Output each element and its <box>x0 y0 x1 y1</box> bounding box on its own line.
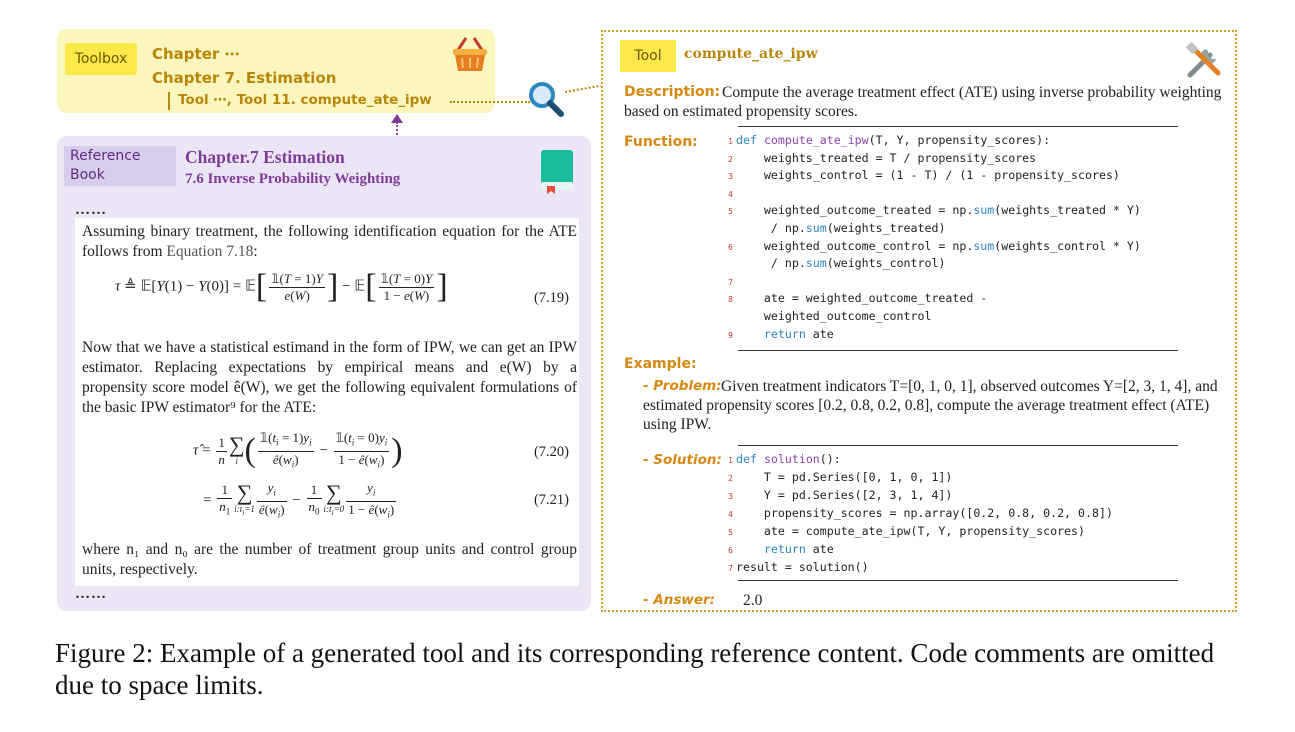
reference-paragraph-1: Assuming binary treatment, the following identification equation for the ATE follows from Equation 7.18: <box>82 223 577 260</box>
reference-ellipsis-bottom: …… <box>75 586 107 602</box>
basket-icon <box>450 34 490 74</box>
reference-paragraph-2: Now that we have a statistical estimand in the form of IPW, we can get an IPW estimator. Replacing expectations by empirical means and e(W) by a propensity score model ê(W), we get the following equivalent formulations of the basic IPW estimator⁹ for the ATE: <box>82 339 577 416</box>
problem-label: - Problem: <box>643 378 722 394</box>
magnifier-icon <box>527 80 565 118</box>
example-label: Example: <box>624 356 697 372</box>
toolbox-chapter-ellipsis: Chapter ⋯ <box>152 45 240 63</box>
answer-label: - Answer: <box>643 592 716 608</box>
reference-book-panel <box>57 136 591 611</box>
function-code: 1 def compute_ate_ipw(T, Y, propensity_scores): 2 weights_treated = T / propensity_scores 3 weights_control = (1 - T) / (1 - propensity_scores) 4 5 weighted_outcome_treated = np.sum(weights_treated * Y) / np.sum(weights_treated) 6 weighted_outcome_control = np.sum(weights_control * Y) / np.sum(weights_control) 7 8 ate = weighted_outcome_treated - weighted_outcome_control 9 return ate <box>728 133 1141 341</box>
answer-value: 2.0 <box>743 592 763 609</box>
arrow-up-icon <box>391 114 403 123</box>
solution-rule-top <box>738 445 1178 446</box>
tools-icon <box>1184 41 1224 81</box>
toolbox-panel <box>57 29 495 113</box>
reference-chapter-title: Chapter.7 Estimation <box>185 147 345 167</box>
reference-paragraph-3: where n₁ and n₀ are the number of treatment group units and control group units, respectively. <box>82 541 577 578</box>
description-text: Compute the average treatment effect (ATE) using inverse probability weighting based on estimated propensity scores. <box>624 84 1222 120</box>
figure-caption: Figure 2: Example of a generated tool and its corresponding reference content. Code comments are omitted due to space limits. <box>55 638 1215 700</box>
equation-7-20: τ̂ = $\frac{1}{n}$ ∑ i ( $\frac{𝟙(t_i = 1)y_i}{ê(w_i)}$ − $\frac{𝟙(t_i = 0)y_i}{1 - ê(w_i)}$ ) <box>193 430 403 470</box>
function-rule-bottom <box>738 350 1178 351</box>
function-rule-top <box>738 126 1178 127</box>
toolbox-tools-line: Tool ⋯, Tool 11. compute_ate_ipw <box>178 92 432 108</box>
function-label: Function: <box>624 134 698 150</box>
solution-code: 1 def solution(): 2 T = pd.Series([0, 1, 0, 1]) 3 Y = pd.Series([2, 3, 1, 4]) 4 propensity_scores = np.array([0.2, 0.8, 0.2, 0.8]) 5 ate = compute_ate_ipw(T, Y, propensity_scores) 6 return ate 7 result = solution() <box>728 452 1113 574</box>
tool-panel <box>601 30 1237 612</box>
tool-name: compute_ate_ipw <box>684 46 818 62</box>
equation-number-7-21: (7.21) <box>533 492 569 508</box>
equation-7-21: = $\frac{1}{n_1}$ ∑ $i:t_i=1$ $\frac{y_i}{ê(w_i)}$ − $\frac{1}{n_0}$ ∑ $i:t_i=0$ $\frac{y_i}{1 - ê(w_i)}$ <box>203 480 395 520</box>
solution-rule-bottom <box>738 580 1178 581</box>
equation-number-7-20: (7.20) <box>533 444 569 460</box>
book-icon <box>539 148 575 194</box>
reference-section-title: 7.6 Inverse Probability Weighting <box>185 171 401 187</box>
toolbox-chapter-7: Chapter 7. Estimation <box>152 69 337 87</box>
problem-text: Given treatment indicators T=[0, 1, 0, 1], observed outcomes Y=[2, 3, 1, 4], and estimated propensity scores [0.2, 0.8, 0.2, 0.8], compute the average treatment effect (ATE) using IPW. <box>643 378 1218 433</box>
equation-number-7-19: (7.19) <box>533 290 569 306</box>
reference-ellipsis-top: …… <box>75 202 107 218</box>
reference-book-tag: Reference Book <box>64 146 176 186</box>
tool-tag: Tool <box>620 40 676 72</box>
solution-label: - Solution: <box>643 452 722 468</box>
connector-dotted-toolbox <box>450 101 530 103</box>
equation-7-19: τ ≜ 𝔼[Y(1) − Y(0)] = 𝔼[ $\frac{𝟙(T = 1)Y}{e(W)}$ ] − 𝔼[ $\frac{𝟙(T = 0)Y}{1 - e(W)}$ ] <box>115 268 448 305</box>
toolbox-tag: Toolbox <box>65 43 137 75</box>
description-label: Description: <box>624 84 721 100</box>
reference-content <box>75 218 579 586</box>
